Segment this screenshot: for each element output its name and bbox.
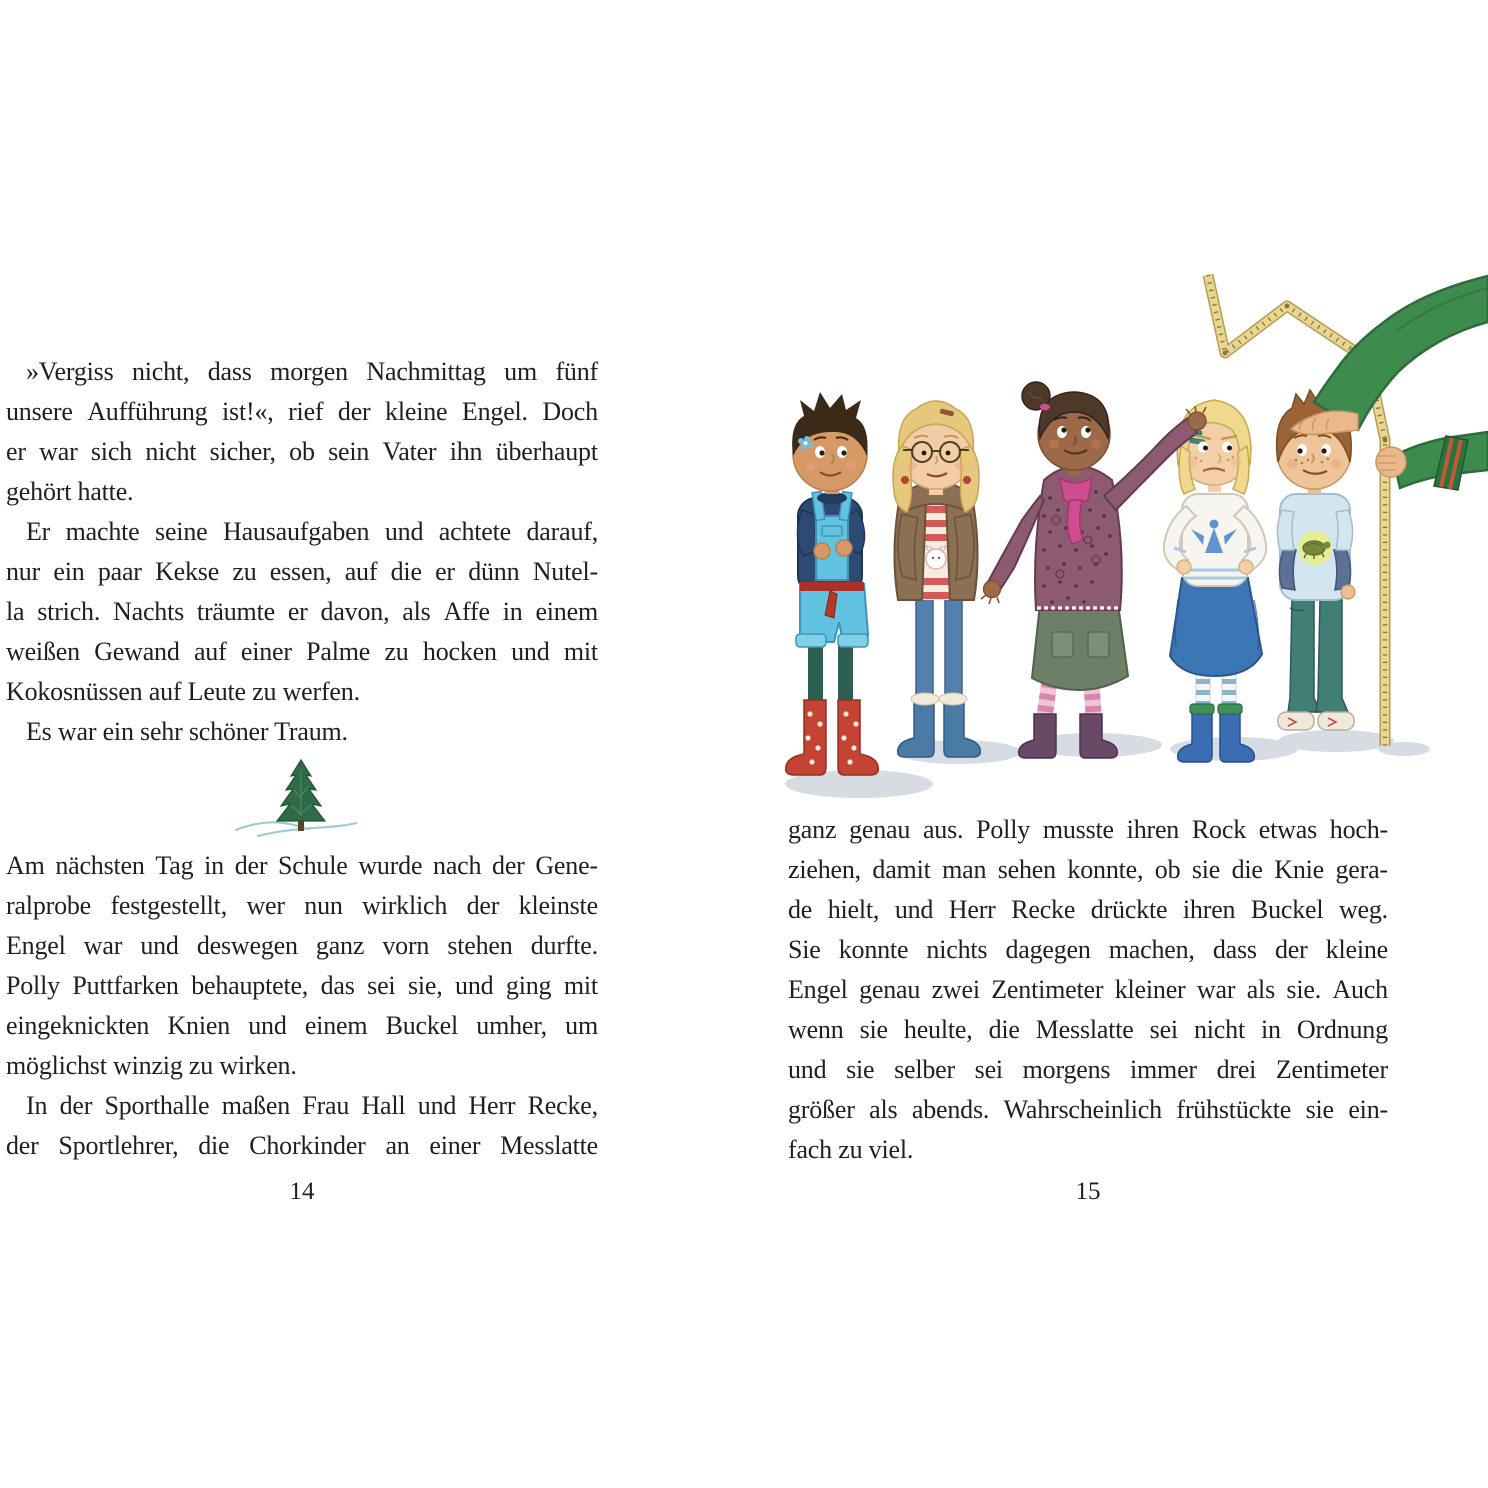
text-line: der Sportlehrer, die Chorkinder an einer Messlatte [6,1131,598,1160]
text-line: möglichst winzig zu wirken. [6,1051,297,1080]
text-line: nur ein paar Kekse zu essen, auf die er dünn Nutel- [6,557,598,586]
child-boy-overalls [786,392,879,775]
text-line: gehört hatte. [6,477,134,506]
text-line: ganz genau aus. Polly musste ihren Rock etwas hoch- [788,815,1388,844]
text-line: weißen Gewand auf einer Palme zu hocken und mit [6,637,598,666]
section-divider [6,752,598,846]
text-line: Polly Puttfarken behauptete, das sei sie, und ging mit [6,971,598,1000]
text-line: unsere Aufführung ist!«, rief der kleine Engel. Doch [6,397,598,426]
text-line: wenn sie heulte, die Messlatte sei nicht in Ordnung [788,1015,1388,1044]
left-page-number: 14 [289,1178,315,1205]
text-line: eingeknickten Knien und einem Buckel umher, um [6,1011,598,1040]
text-line: Es war ein sehr schöner Traum. [26,717,348,746]
fir-tree-icon [222,756,382,844]
child-boy-turtle-shirt [1277,390,1355,730]
text-line: ziehen, damit man sehen konnte, ob sie die Knie gera- [788,855,1388,884]
child-girl-glasses [893,401,980,757]
text-line: la strich. Nachts träumte er davon, als Affe in einem [6,597,598,626]
ground-shadows [785,730,1430,798]
text-line: Sie konnte nichts dagegen machen, dass der kleine [788,935,1388,964]
text-line: ralprobe festgestellt, wer nun wirklich der kleinste [6,891,598,920]
text-line: und sie selber sei morgens immer drei Zentimeter [788,1055,1388,1084]
text-line: »Vergiss nicht, dass morgen Nachmittag um fünf [26,357,598,386]
turtle-motif-icon [1298,531,1332,565]
text-line: Am nächsten Tag in der Schule wurde nach der Gene- [6,851,598,880]
text-line: Er machte seine Hausaufgaben und achtete darauf, [26,517,598,546]
text-line: Engel war und deswegen ganz vorn stehen durfte. [6,931,598,960]
child-girl-bun [981,382,1206,758]
text-line: fach zu viel. [788,1135,914,1164]
children-measuring-illustration [744,248,1488,808]
left-text-column [6,352,598,1166]
right-text-column [788,810,1388,1170]
text-line: Engel genau zwei Zentimeter kleiner war als sie. Auch [788,975,1388,1004]
adult-arm-lower [1376,432,1488,490]
text-line: er war sich nicht sicher, ob sein Vater ihn überhaupt [6,437,598,466]
child-girl-angel-sweater [1164,400,1266,762]
text-line: In der Sporthalle maßen Frau Hall und Herr Recke, [26,1091,598,1120]
text-line: de hielt, und Herr Recke drückte ihren Buckel weg. [788,895,1388,924]
text-line: Kokosnüssen auf Leute zu werfen. [6,677,360,706]
right-page-number: 15 [1075,1178,1101,1205]
text-line: größer als abends. Wahrscheinlich frühstückte sie ein- [788,1095,1388,1124]
